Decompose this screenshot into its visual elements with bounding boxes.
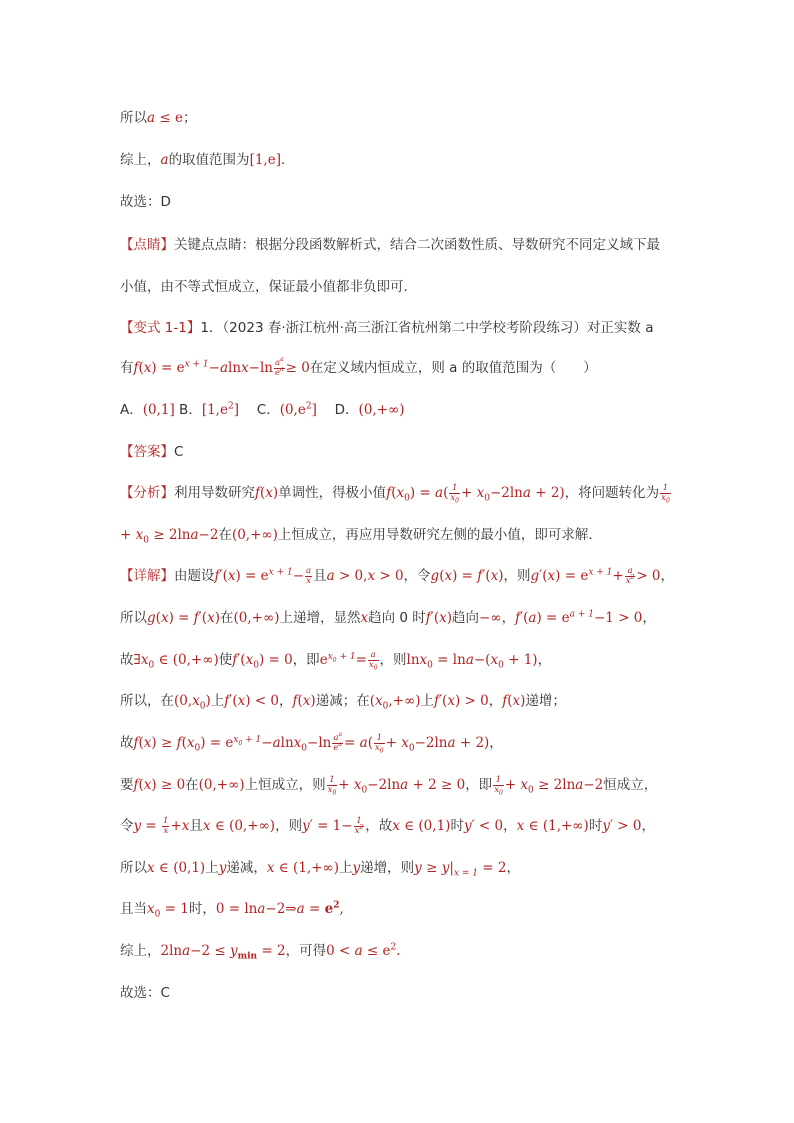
text-line: 所以g(x) = f′(x)在(0,+∞)上递增，显然x趋向 0 时f′(x)趋向−∞，$f'(a) = e^{a + 1}-1 > 0$， — [120, 609, 656, 626]
text-line: 故$\exists x_0$ ∈ (0,+∞)使$f'(x_0) = 0$，即$e^{x_0 + 1}=$ $\frac{a}{x_0}$ ，则$\ln x_0 = \ln a-(x_0 + 1)$， — [120, 649, 552, 672]
text-line: 【分析】利用导数研究f(x)单调性，得极小值$f(x_0) = a$( $\frac{1}{x_0}$ + $x_0-2\ln a + 2$)，将问题转化为 $\frac{1}{x_0}$ — [120, 482, 670, 505]
text-line: 【答案】C — [120, 444, 184, 460]
text-line: 【变式 1-1】1．（2023 春·浙江杭州·高三浙江省杭州第二中学校考阶段练习）对正实数 a — [120, 320, 654, 336]
text-line: 小值，由不等式恒成立，保证最小值都非负即可. — [120, 279, 408, 295]
text-line: 【点睛】关键点点睛：根据分段函数解析式，结合二次函数性质、导数研究不同定义域下最 — [120, 237, 660, 253]
text-line: 且当$x_0 = 1$时，0 = lna−2⇒a = $e^2$, — [120, 900, 344, 920]
text-line: + $x_0 \ge 2\ln a-2$在(0,+∞)上恒成立，再应用导数研究左侧的最小值，即可求解. — [120, 527, 593, 546]
text-line: 故选：C — [120, 985, 170, 1001]
text-line: 故选：D — [120, 194, 171, 210]
text-line: 要f(x) ≥ 0在(0,+∞)上恒成立，则 $\frac{1}{x_0}$ + $x_0-2\ln a + 2 \ge 0$，即 $\frac{1}{x_0}$ + $x_0 \ge 2\ln a-2$恒成立， — [120, 774, 658, 797]
text-line: 有$f(x) = e^{x + 1}-alnx-\ln$ $\frac{a^a}{e^a}$ ≥ 0在定义域内恒成立，则 a 的取值范围为（ ） — [120, 355, 597, 378]
text-line: A．(0,1] B．$[1,e^2]$ C．$(0,e^2]$ D．(0,+∞) — [120, 401, 405, 418]
text-line: 【详解】由题设$f'(x) = e^{x + 1}-$ $\frac{a}{x}$ 且a > 0,x > 0，令g(x) = f′(x)，则$g'(x) = e^{x + 1}+$ $\frac{a}{x^2}$ > 0， — [120, 565, 675, 586]
text-line: 综上，$2\ln a-2 \le y_{min} = 2$，可得$0 < a \le e^2$. — [120, 942, 401, 962]
text-line: 所以x ∈ (0,1)上y递减，x ∈ (1,+∞)上y递增，则$y \ge y|_{x = 1} = 2$， — [120, 860, 520, 879]
text-line: 令y = $\frac{1}{x}$ +x且x ∈ (0,+∞)，则y′ = 1− $\frac{1}{x^2}$ ，故x ∈ (0,1)时y′ < 0，x ∈ (1,+∞)时y′ > 0， — [120, 815, 656, 836]
text-line: 综上，a的取值范围为[1,e]. — [120, 152, 286, 168]
text-line: 所以，在$(0,x_0)$上f′(x) < 0，f(x)递减；在$(x_0,+\infty)$上f′(x) > 0，f(x)递增； — [120, 693, 566, 712]
text-line: 所以a ≤ e； — [120, 110, 197, 126]
text-line: 故$f(x) \ge f(x_0) = e^{x_0 + 1}-alnx_0-\ln$ $\frac{a^a}{e^a}$ = a( $\frac{1}{x_0}$ + $x_0-2\ln a + 2$)， — [120, 730, 503, 755]
